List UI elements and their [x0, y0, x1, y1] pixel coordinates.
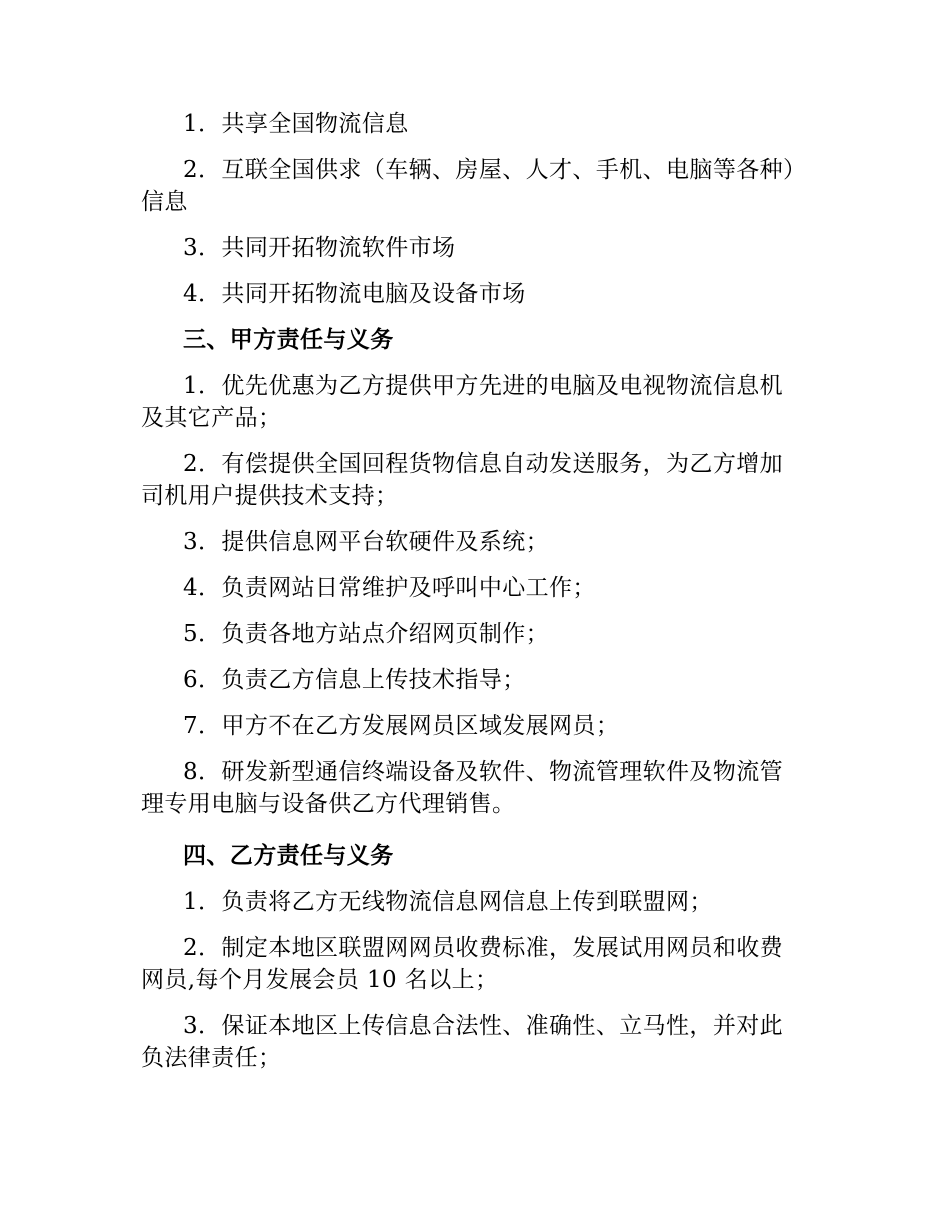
section4-item-1: 1．负责将乙方无线物流信息网信息上传到联盟网； [183, 889, 713, 915]
document-body [141, 108, 801, 1088]
section3-item-1: 1．优先优惠为乙方提供甲方先进的电脑及电视物流信息机及其它产品； [141, 373, 784, 431]
section3-item-3: 3．提供信息网平台软硬件及系统； [183, 529, 550, 555]
section3-heading: 三、甲方责任与义务 [183, 326, 394, 353]
section3-item-7: 7．甲方不在乙方发展网员区域发展网员； [183, 713, 620, 739]
section2-item-4: 4．共同开拓物流电脑及设备市场 [183, 281, 526, 307]
section3-item-5: 5．负责各地方站点介绍网页制作； [183, 621, 550, 647]
section3-item-4: 4．负责网站日常维护及呼叫中心工作； [183, 575, 596, 601]
section3-item-8: 8．研发新型通信终端设备及软件、物流管理软件及物流管理专用电脑与设备供乙方代理销售。 [141, 759, 784, 817]
section4-item-2: 2．制定本地区联盟网网员收费标准，发展试用网员和收费网员,每个月发展会员 10 名以上； [141, 935, 784, 993]
section2-item-1: 1．共享全国物流信息 [183, 111, 409, 137]
section2-item-3: 3．共同开拓物流软件市场 [183, 235, 456, 261]
section4-heading: 四、乙方责任与义务 [183, 842, 394, 869]
section4-item-3: 3．保证本地区上传信息合法性、准确性、立马性，并对此负法律责任； [141, 1013, 784, 1071]
section2-item-2: 2．互联全国供求（车辆、房屋、人才、手机、电脑等各种）信息 [141, 157, 795, 215]
section3-item-6: 6．负责乙方信息上传技术指导； [183, 667, 526, 693]
section3-item-2: 2．有偿提供全国回程货物信息自动发送服务，为乙方增加司机用户提供技术支持； [141, 451, 784, 509]
